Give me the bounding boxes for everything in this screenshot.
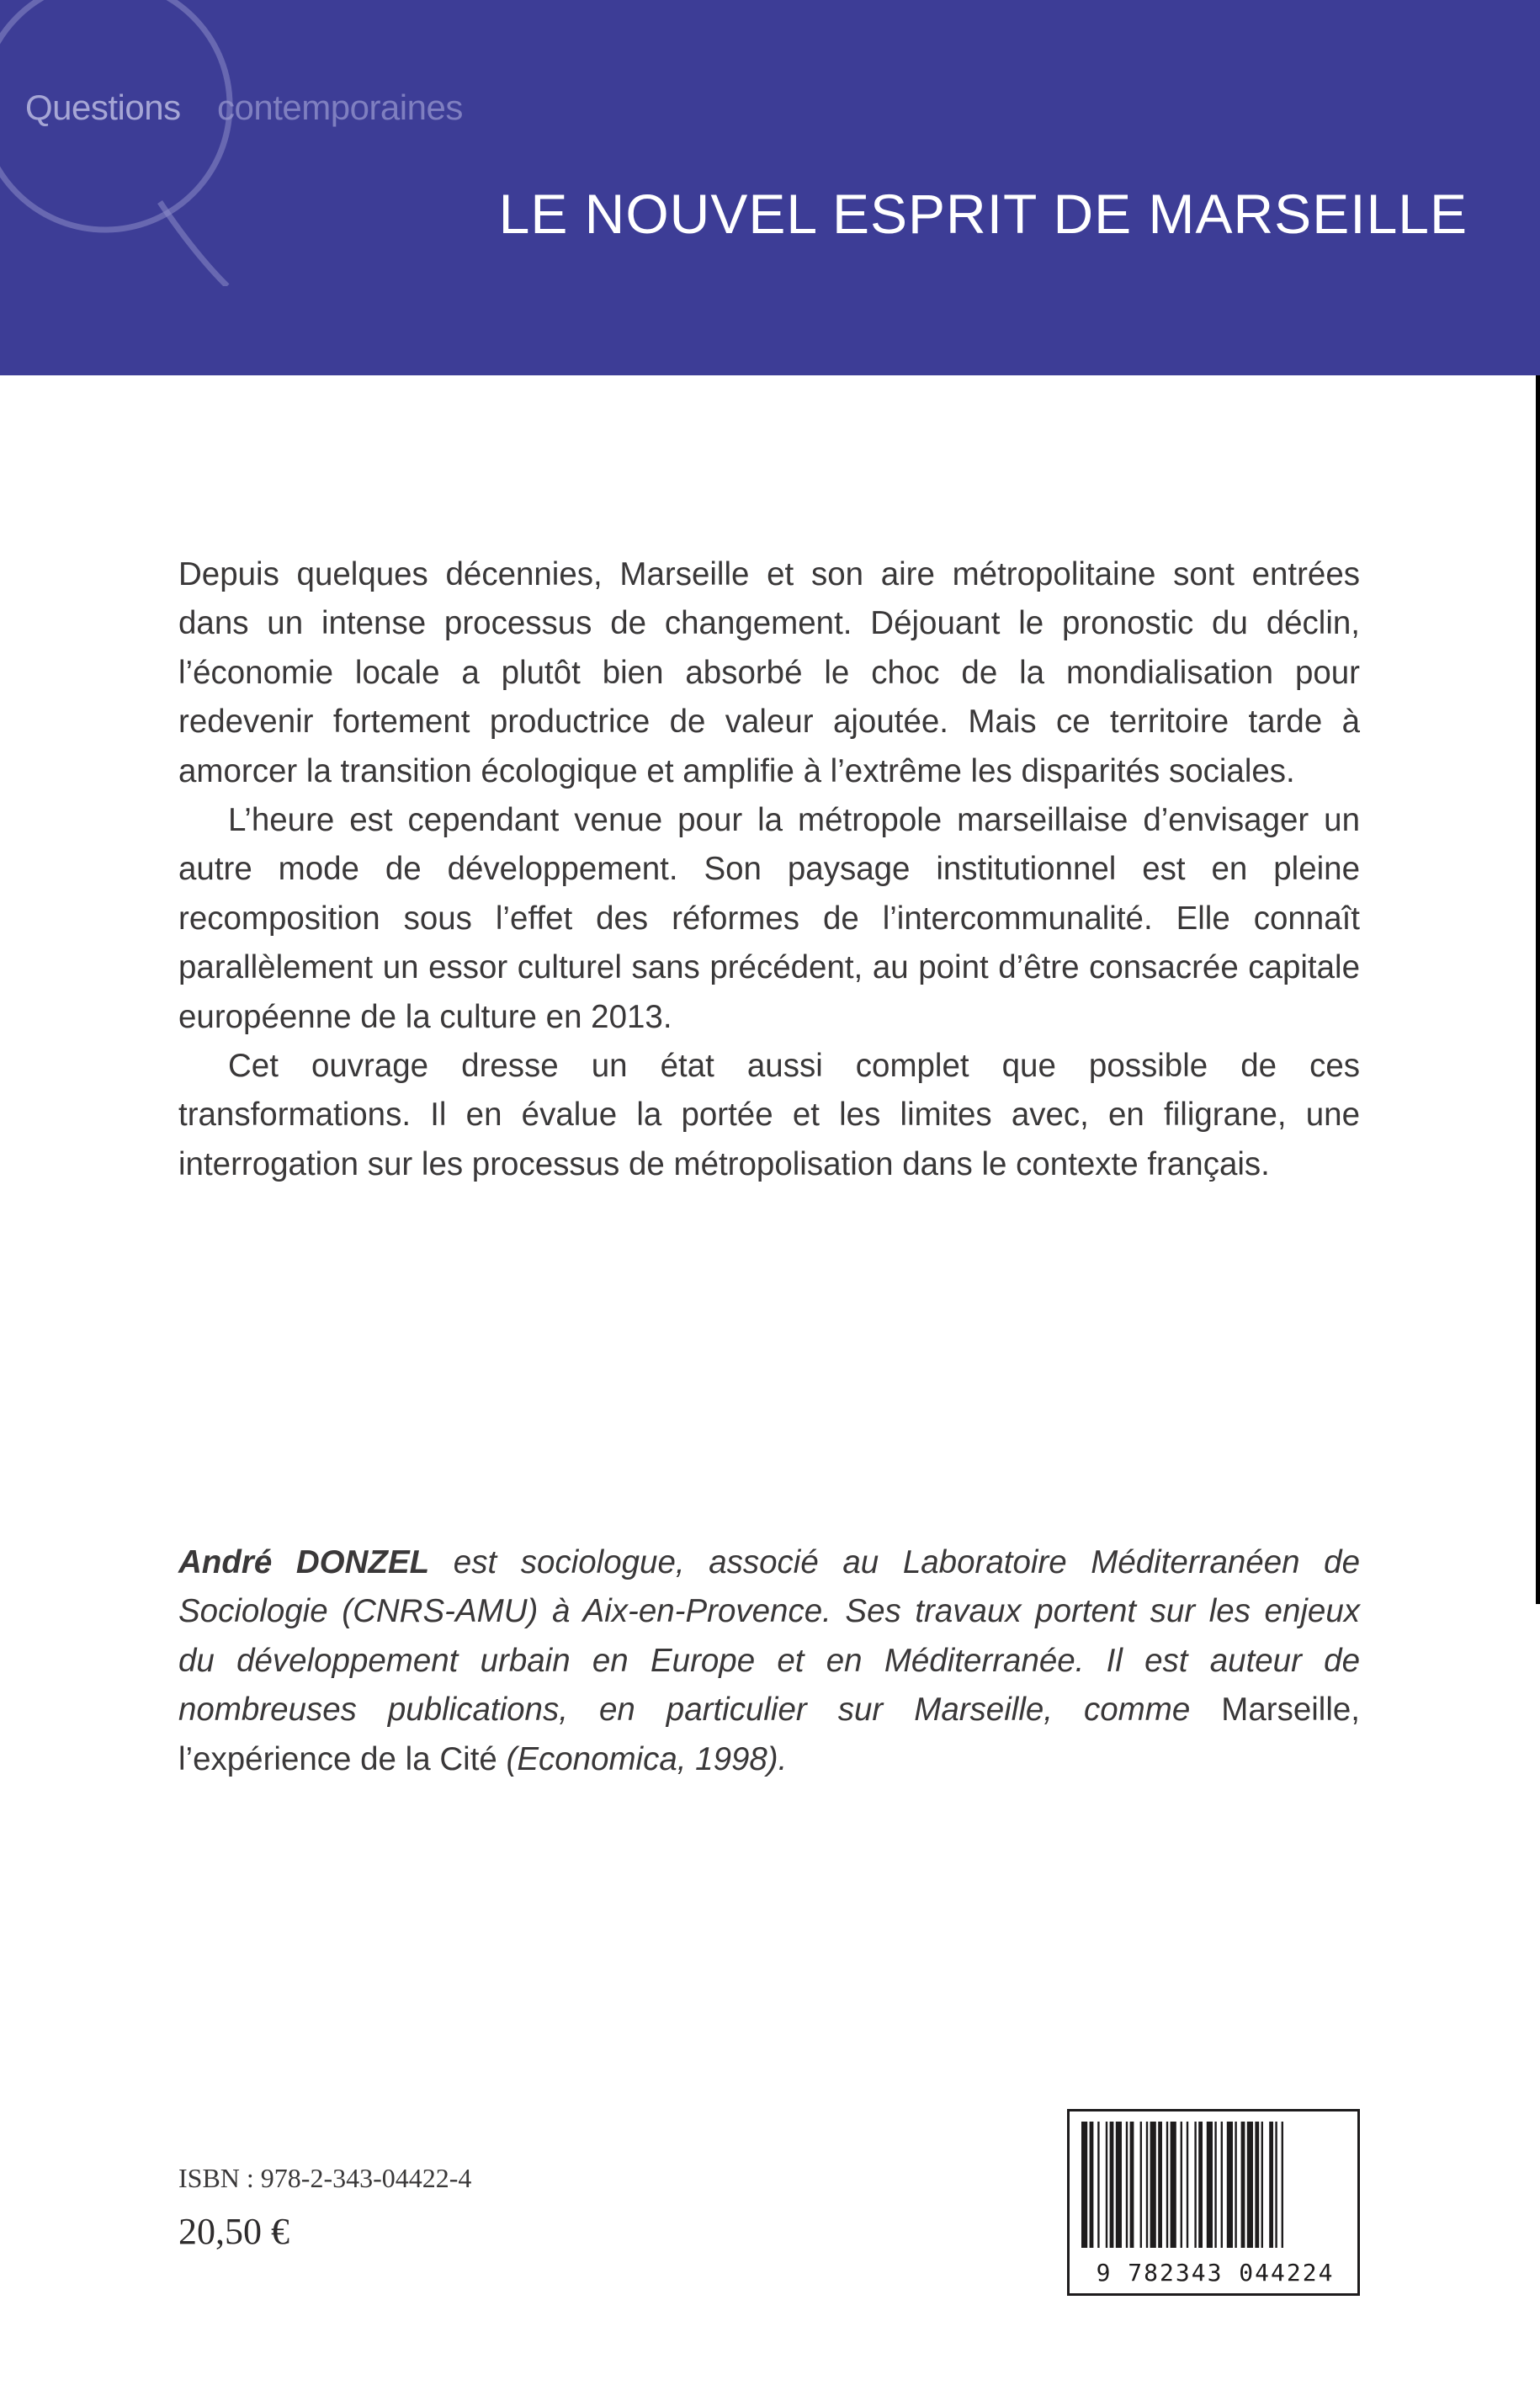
- isbn: ISBN : 978-2-343-04422-4: [178, 2163, 472, 2193]
- barcode-bar: [1081, 2122, 1087, 2248]
- barcode-bar: [1235, 2122, 1236, 2248]
- barcode-bar: [1116, 2122, 1122, 2248]
- barcode-bar: [1198, 2122, 1203, 2248]
- barcode-bar: [1214, 2122, 1216, 2248]
- barcode-bar: [1106, 2122, 1107, 2248]
- synopsis-paragraph: Depuis quelques décennies, Marseille et son aire métropolitaine sont entrées dans un intense processus de changement. Déjouant le pronostic du déclin, l’économie locale a plutôt bien absorbé le choc de la mondialisation pour redevenir fortement productrice de valeur ajoutée. Mais ce territoire tarde à amorcer la transition écologique et amplifie à l’extrême les disparités sociales.: [178, 556, 1360, 789]
- synopsis: [178, 550, 1360, 1189]
- barcode-bar: [1110, 2122, 1114, 2248]
- barcode-bar: [1158, 2122, 1162, 2248]
- barcode-bar: [1130, 2122, 1134, 2248]
- barcode-bar: [1255, 2122, 1259, 2248]
- barcode-bar: [1146, 2122, 1148, 2248]
- barcode-bar: [1275, 2122, 1277, 2248]
- barcode-bar: [1187, 2122, 1188, 2248]
- barcode: [1067, 2109, 1360, 2296]
- collection-name-word1: Questions: [25, 88, 181, 127]
- barcode-bar: [1241, 2122, 1245, 2248]
- barcode-bar: [1227, 2122, 1233, 2248]
- author-bio: [178, 1538, 1360, 1784]
- q-letter-logo-icon: [0, 0, 286, 286]
- barcode-bar: [1171, 2122, 1176, 2248]
- header-band: [0, 0, 1540, 375]
- barcode-bar: [1282, 2122, 1283, 2248]
- barcode-digits: 9 782343 044224: [1096, 2259, 1335, 2287]
- barcode-bar: [1221, 2122, 1223, 2248]
- barcode-bar: [1140, 2122, 1142, 2248]
- barcode-bar: [1247, 2122, 1253, 2248]
- collection-name-word2: contemporaines: [217, 88, 463, 127]
- barcode-bar: [1097, 2122, 1099, 2248]
- barcode-bar: [1269, 2122, 1273, 2248]
- author-bio-text: (Economica, 1998).: [497, 1740, 788, 1777]
- book-title: LE NOUVEL ESPRIT DE MARSEILLE: [498, 183, 1468, 245]
- edge-strip: [1536, 375, 1540, 1604]
- price: 20,50 €: [178, 2211, 289, 2252]
- synopsis-paragraph: L’heure est cependant venue pour la métropole marseillaise d’envisager un autre mode de développement. Son paysage institutionnel est en pleine recomposition sous l’effet des réformes de l’intercommunalité. Elle connaît parallèlement un essor culturel sans précédent, au point d’être consacrée capitale européenne de la culture en 2013.: [178, 802, 1360, 1035]
- barcode-bar: [1194, 2122, 1196, 2248]
- referenced-book-title: Marseille, l’expérience de la Cité: [178, 1692, 1360, 1777]
- barcode-bar: [1181, 2122, 1182, 2248]
- barcode-bar: [1150, 2122, 1156, 2248]
- barcode-bar: [1166, 2122, 1168, 2248]
- synopsis-paragraph: Cet ouvrage dresse un état aussi complet que possible de ces transformations. Il en évalue la portée et les limites avec, en filigrane, une interrogation sur les processus de métropolisation dans le contexte français.: [178, 1048, 1360, 1182]
- barcode-bar: [1207, 2122, 1213, 2248]
- barcode-bar: [1090, 2122, 1094, 2248]
- barcode-bar: [1261, 2122, 1263, 2248]
- barcode-bar: [1126, 2122, 1128, 2248]
- author-name: André DONZEL: [178, 1544, 430, 1580]
- author-bio-text: est sociologue, associé au Laboratoire Méditerranéen de Sociologie (CNRS-AMU) à Aix-en-Provence. Ses travaux portent sur les enjeux du développement urbain en Europe et en Méditerranée. Il est auteur de nombreuses publications, en particulier sur Marseille, comme: [178, 1544, 1361, 1729]
